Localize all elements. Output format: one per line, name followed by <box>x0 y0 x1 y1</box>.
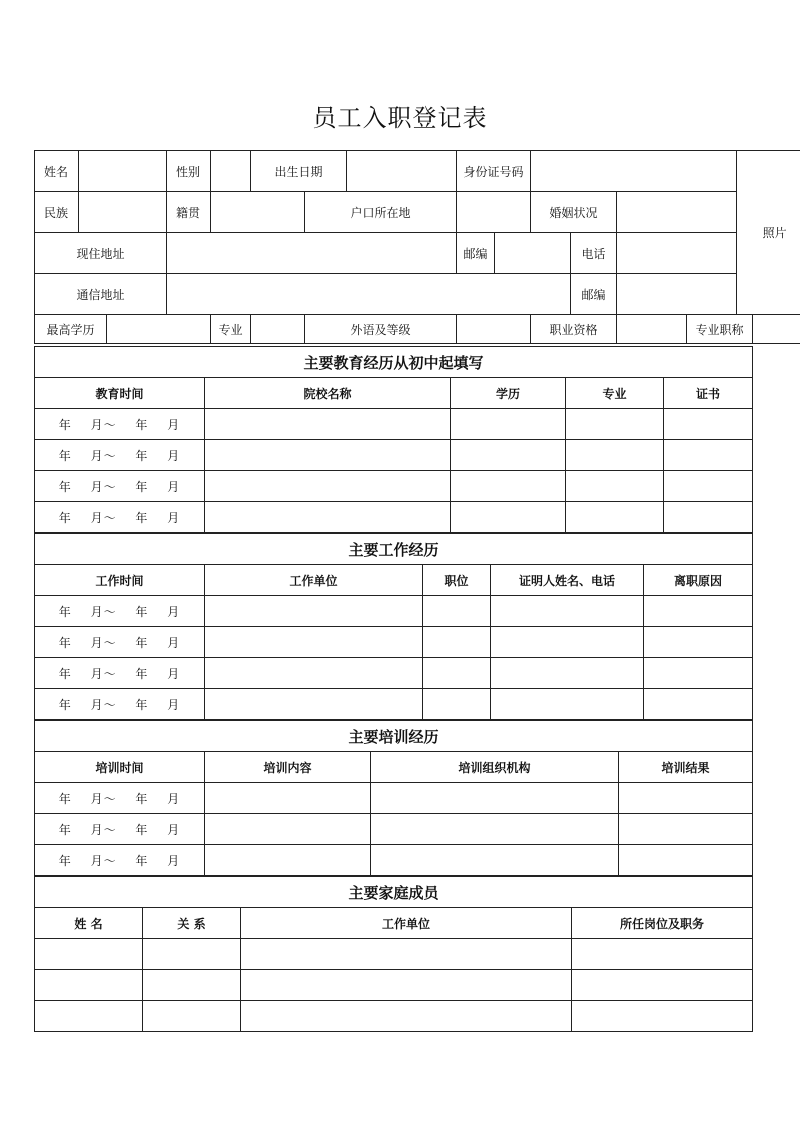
date-cell[interactable]: 年 月～ 年 月 <box>35 409 205 440</box>
table-cell[interactable] <box>572 1001 753 1032</box>
family-table <box>34 876 753 1032</box>
field-id-no[interactable] <box>531 151 737 192</box>
label-ethnicity: 民族 <box>35 192 79 233</box>
label-postcode: 邮编 <box>457 233 495 274</box>
table-cell[interactable] <box>371 845 619 876</box>
family-col-relation: 关 系 <box>143 908 241 939</box>
date-cell[interactable]: 年 月～ 年 月 <box>35 502 205 533</box>
field-ethnicity[interactable] <box>79 192 167 233</box>
table-cell[interactable] <box>205 658 423 689</box>
table-row <box>35 689 753 720</box>
form-title: 员工入职登记表 <box>312 104 488 132</box>
family-col-position: 所任岗位及职务 <box>572 908 753 939</box>
table-row <box>35 845 753 876</box>
work-col-leave-reason: 离职原因 <box>644 565 753 596</box>
table-cell[interactable] <box>572 970 753 1001</box>
label-language: 外语及等级 <box>305 315 457 344</box>
label-id-no: 身份证号码 <box>457 151 531 192</box>
table-row <box>35 409 753 440</box>
field-postcode[interactable] <box>495 233 571 274</box>
label-title-rank: 专业职称 <box>687 315 753 344</box>
table-cell[interactable] <box>664 471 753 502</box>
training-heading: 主要培训经历 <box>35 721 753 752</box>
training-col-organizer: 培训组织机构 <box>371 752 619 783</box>
table-cell[interactable] <box>143 1001 241 1032</box>
table-cell[interactable] <box>35 1001 143 1032</box>
work-col-time: 工作时间 <box>35 565 205 596</box>
education-table <box>34 346 753 533</box>
label-qualification: 职业资格 <box>531 315 617 344</box>
table-cell[interactable] <box>423 627 491 658</box>
work-col-employer: 工作单位 <box>205 565 423 596</box>
table-cell[interactable] <box>205 783 371 814</box>
table-cell[interactable] <box>619 814 753 845</box>
table-row <box>35 502 753 533</box>
table-cell[interactable] <box>664 502 753 533</box>
label-birth: 出生日期 <box>251 151 347 192</box>
field-qualification[interactable] <box>617 315 687 344</box>
field-mail-address[interactable] <box>167 274 571 315</box>
label-native-place: 籍贯 <box>167 192 211 233</box>
table-cell[interactable] <box>491 689 644 720</box>
table-row <box>35 783 753 814</box>
table-row <box>35 1001 753 1032</box>
field-title-rank[interactable] <box>753 315 800 344</box>
date-cell[interactable]: 年 月～ 年 月 <box>35 814 205 845</box>
training-col-content: 培训内容 <box>205 752 371 783</box>
table-cell[interactable] <box>205 409 451 440</box>
table-row <box>35 939 753 970</box>
table-cell[interactable] <box>35 939 143 970</box>
table-cell[interactable] <box>205 845 371 876</box>
table-cell[interactable] <box>241 970 572 1001</box>
table-row <box>35 970 753 1001</box>
table-cell[interactable] <box>491 658 644 689</box>
table-cell[interactable] <box>371 814 619 845</box>
field-language[interactable] <box>457 315 531 344</box>
field-marital[interactable] <box>617 192 737 233</box>
label-hukou: 户口所在地 <box>305 192 457 233</box>
education-col-major: 专业 <box>566 378 664 409</box>
table-cell[interactable] <box>451 502 566 533</box>
label-mail-address: 通信地址 <box>35 274 167 315</box>
table-cell[interactable] <box>566 440 664 471</box>
table-cell[interactable] <box>644 658 753 689</box>
photo-box[interactable]: 照片 <box>737 151 800 315</box>
table-cell[interactable] <box>491 596 644 627</box>
training-table <box>34 720 753 876</box>
table-row <box>35 440 753 471</box>
table-cell[interactable] <box>35 970 143 1001</box>
table-cell[interactable] <box>664 440 753 471</box>
table-row <box>35 471 753 502</box>
education-col-time: 教育时间 <box>35 378 205 409</box>
education-col-school: 院校名称 <box>205 378 451 409</box>
table-cell[interactable] <box>619 783 753 814</box>
work-table <box>34 533 753 720</box>
table-cell[interactable] <box>423 596 491 627</box>
work-col-position: 职位 <box>423 565 491 596</box>
table-cell[interactable] <box>205 814 371 845</box>
field-name[interactable] <box>79 151 167 192</box>
table-cell[interactable] <box>423 689 491 720</box>
table-cell[interactable] <box>371 783 619 814</box>
table-cell[interactable] <box>572 939 753 970</box>
training-col-time: 培训时间 <box>35 752 205 783</box>
date-cell[interactable]: 年 月～ 年 月 <box>35 658 205 689</box>
table-row <box>35 814 753 845</box>
table-cell[interactable] <box>644 627 753 658</box>
family-col-name: 姓 名 <box>35 908 143 939</box>
label-education: 最高学历 <box>35 315 107 344</box>
table-cell[interactable] <box>451 471 566 502</box>
table-cell[interactable] <box>205 596 423 627</box>
table-cell[interactable] <box>423 658 491 689</box>
table-cell[interactable] <box>143 939 241 970</box>
label-mail-postcode: 邮编 <box>571 274 617 315</box>
table-cell[interactable] <box>566 502 664 533</box>
field-phone[interactable] <box>617 233 737 274</box>
date-cell[interactable]: 年 月～ 年 月 <box>35 783 205 814</box>
table-cell[interactable] <box>451 409 566 440</box>
table-cell[interactable] <box>491 627 644 658</box>
table-row <box>35 596 753 627</box>
field-birth[interactable] <box>347 151 457 192</box>
education-heading: 主要教育经历从初中起填写 <box>35 347 753 378</box>
table-cell[interactable] <box>205 440 451 471</box>
table-cell[interactable] <box>451 440 566 471</box>
date-cell[interactable]: 年 月～ 年 月 <box>35 689 205 720</box>
table-cell[interactable] <box>241 939 572 970</box>
field-gender[interactable] <box>211 151 251 192</box>
field-native-place[interactable] <box>211 192 305 233</box>
work-col-reference: 证明人姓名、电话 <box>491 565 644 596</box>
field-major[interactable] <box>251 315 305 344</box>
table-cell[interactable] <box>644 689 753 720</box>
training-col-result: 培训结果 <box>619 752 753 783</box>
table-cell[interactable] <box>205 471 451 502</box>
basic-info-table <box>34 150 800 344</box>
date-cell[interactable]: 年 月～ 年 月 <box>35 627 205 658</box>
education-col-degree: 学历 <box>451 378 566 409</box>
label-gender: 性别 <box>167 151 211 192</box>
table-cell[interactable] <box>566 471 664 502</box>
field-education[interactable] <box>107 315 211 344</box>
field-mail-postcode[interactable] <box>617 274 737 315</box>
table-cell[interactable] <box>664 409 753 440</box>
date-cell[interactable]: 年 月～ 年 月 <box>35 845 205 876</box>
table-cell[interactable] <box>205 689 423 720</box>
work-heading: 主要工作经历 <box>35 534 753 565</box>
table-cell[interactable] <box>205 502 451 533</box>
field-hukou[interactable] <box>457 192 531 233</box>
table-row <box>35 627 753 658</box>
label-address: 现住地址 <box>35 233 167 274</box>
education-col-certificate: 证书 <box>664 378 753 409</box>
table-cell[interactable] <box>241 1001 572 1032</box>
label-phone: 电话 <box>571 233 617 274</box>
family-col-employer: 工作单位 <box>241 908 572 939</box>
date-cell[interactable]: 年 月～ 年 月 <box>35 471 205 502</box>
family-heading: 主要家庭成员 <box>35 877 753 908</box>
table-cell[interactable] <box>644 596 753 627</box>
date-cell[interactable]: 年 月～ 年 月 <box>35 440 205 471</box>
table-cell[interactable] <box>566 409 664 440</box>
table-cell[interactable] <box>143 970 241 1001</box>
label-major: 专业 <box>211 315 251 344</box>
label-name: 姓名 <box>35 151 79 192</box>
date-cell[interactable]: 年 月～ 年 月 <box>35 596 205 627</box>
table-cell[interactable] <box>205 627 423 658</box>
table-row <box>35 658 753 689</box>
label-marital: 婚姻状况 <box>531 192 617 233</box>
field-address[interactable] <box>167 233 457 274</box>
table-cell[interactable] <box>619 845 753 876</box>
